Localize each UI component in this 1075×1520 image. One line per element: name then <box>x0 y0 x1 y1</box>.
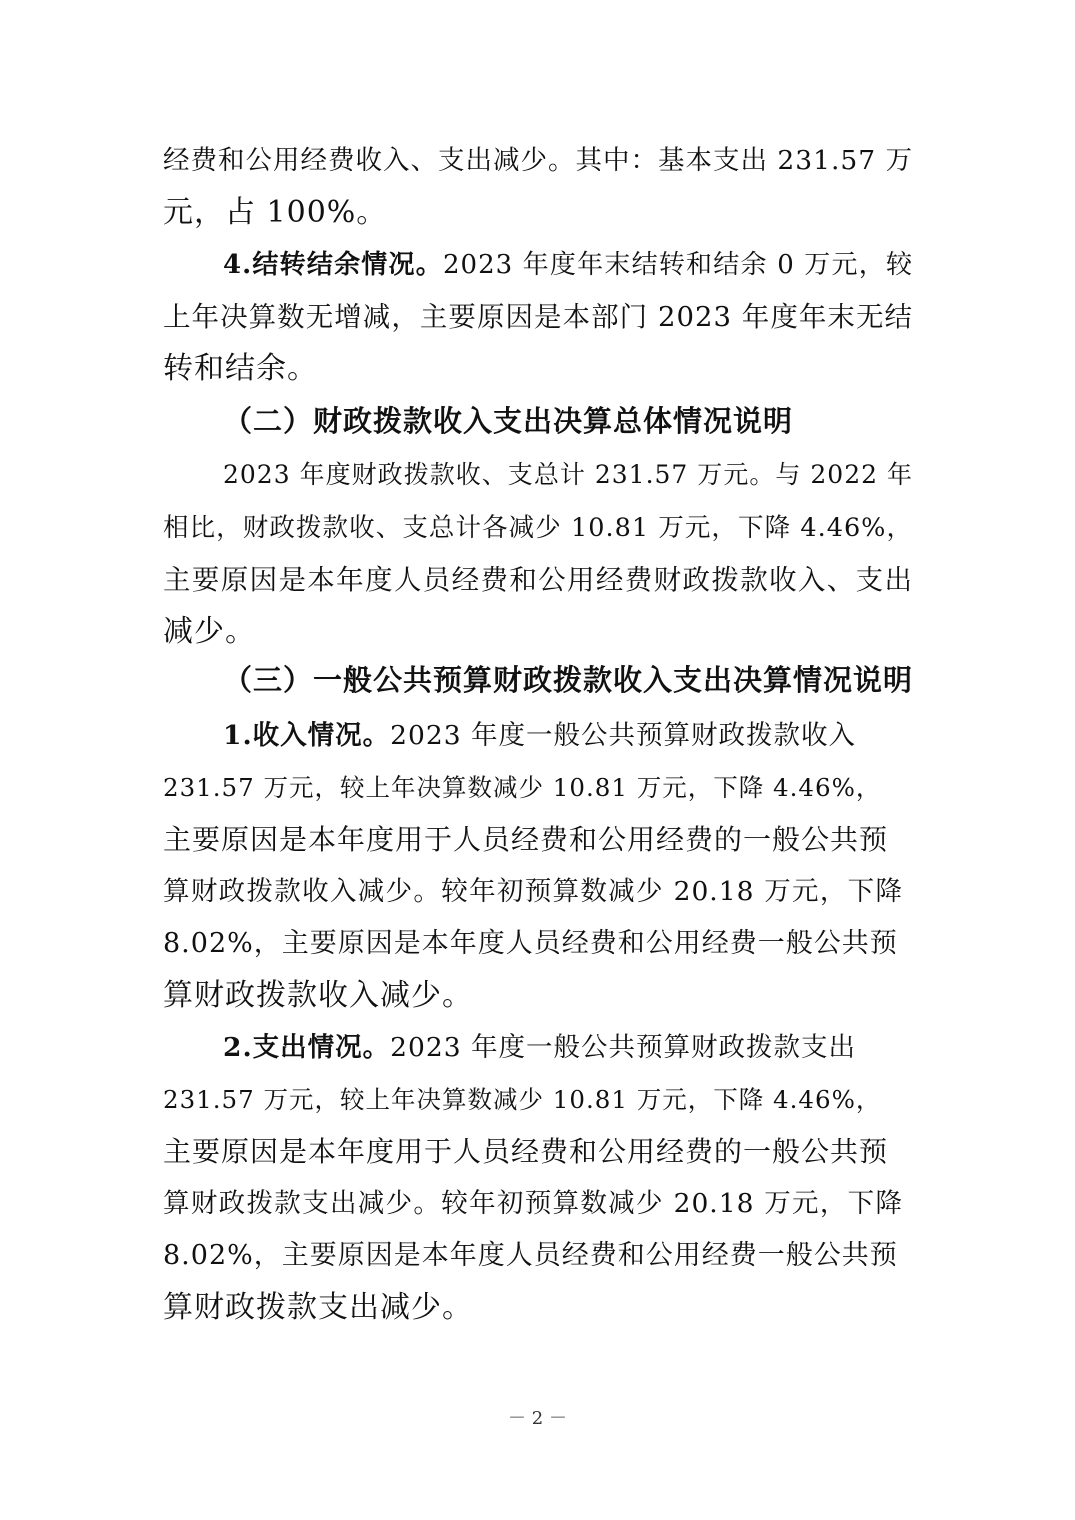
paragraph-line: 8.02%，主要原因是本年度人员经费和公用经费一般公共预 <box>163 1240 898 1271</box>
paragraph-line: 上年决算数无增减，主要原因是本部门 2023 年度年末无结 <box>163 301 913 333</box>
paragraph-line: 231.57 万元，较上年决算数减少 10.81 万元，下降 4.46%， <box>163 773 882 802</box>
paragraph-line <box>223 1023 863 1073</box>
paragraph-line <box>223 240 913 290</box>
paragraph-text: 2023 年度一般公共预算财政拨款收入 <box>390 720 857 751</box>
paragraph-line: 算财政拨款支出减少。较年初预算数减少 20.18 万元，下降 <box>163 1188 903 1219</box>
section-heading: （三）一般公共预算财政拨款收入支出决算情况说明 <box>223 663 914 697</box>
section-lead: 2.支出情况。 <box>223 1032 391 1063</box>
paragraph-line: 主要原因是本年度用于人员经费和公用经费的一般公共预 <box>163 1135 889 1168</box>
paragraph-line: 算财政拨款收入减少。 <box>163 978 473 1013</box>
paragraph-line: 主要原因是本年度人员经费和公用经费财政拨款收入、支出 <box>163 564 913 596</box>
paragraph-text: 2023 年度一般公共预算财政拨款支出 <box>390 1032 857 1063</box>
paragraph-line: 经费和公用经费收入、支出减少。其中：基本支出 231.57 万 <box>163 145 914 176</box>
paragraph-line: 相比，财政拨款收、支总计各减少 10.81 万元，下降 4.46%， <box>163 513 913 543</box>
paragraph-line: 算财政拨款收入减少。较年初预算数减少 20.18 万元，下降 <box>163 876 903 907</box>
section-heading: （二）财政拨款收入支出决算总体情况说明 <box>223 404 794 438</box>
paragraph-line: 主要原因是本年度用于人员经费和公用经费的一般公共预 <box>163 823 889 856</box>
page-number: － 2 － <box>508 1408 567 1429</box>
paragraph-line: 8.02%，主要原因是本年度人员经费和公用经费一般公共预 <box>163 928 898 959</box>
paragraph-line: 减少。 <box>163 614 256 649</box>
paragraph-line: 转和结余。 <box>163 351 318 386</box>
section-lead: 1.收入情况。 <box>223 720 391 751</box>
paragraph-line: 元，占 100%。 <box>163 195 388 230</box>
paragraph-line: 231.57 万元，较上年决算数减少 10.81 万元，下降 4.46%， <box>163 1085 882 1114</box>
paragraph-line <box>223 711 863 761</box>
paragraph-line: 算财政拨款支出减少。 <box>163 1290 473 1325</box>
paragraph-line: 2023 年度财政拨款收、支总计 231.57 万元。与 2022 年 <box>223 460 913 489</box>
section-lead: 4.结转结余情况。 <box>223 250 443 280</box>
paragraph-text: 2023 年度年末结转和结余 0 万元，较 <box>443 250 913 280</box>
